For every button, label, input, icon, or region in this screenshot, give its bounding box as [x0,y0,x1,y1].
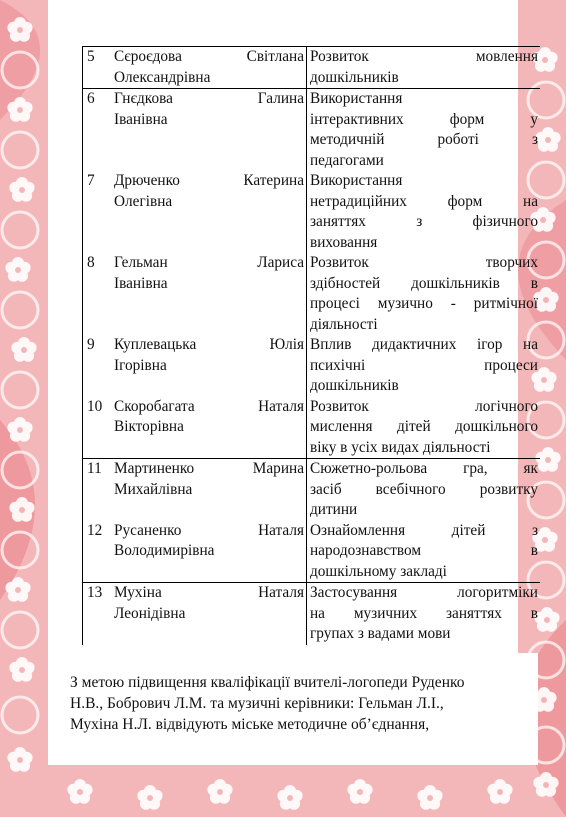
row-number: 9 [83,335,115,397]
teacher-name: Мартиненко Марина Михайлівна [114,459,307,521]
self-education-topic: Використання інтерактивних форм у методичній роботі з педагогами [310,90,538,169]
teacher-name: Русаненко Наталя Володимирівна [114,521,307,583]
table-row [83,89,541,172]
self-education-topic: Вплив дидактичних ігор на психічні процеси дошкільників [310,336,538,394]
table-row [83,397,541,459]
row-number: 8 [83,253,115,335]
teacher-name: Гнєдкова Галина Іванівна [114,89,307,172]
row-number: 12 [83,521,115,583]
paragraph-line: З метою підвищення кваліфікації вчителі-логопеди Руденко [70,674,465,691]
teacher-name: Дрюченко Катерина Олегівна [114,171,307,253]
row-number: 7 [83,171,115,253]
table-row [83,335,541,397]
self-education-topic: Розвиток мовлення дошкільників [307,47,541,89]
teacher-name: Сєроєдова Світлана Олександрівна [114,47,307,89]
teacher-name: Куплевацька Юлія Ігорівна [114,335,307,397]
table-row [83,171,541,253]
self-education-topic: Розвиток логічного мислення дітей дошкільного віку в усіх видах діяльності [307,397,541,459]
self-education-topic: Розвиток творчих здібностей дошкільників в процесі музично - ритмічної діяльності [310,254,538,333]
table-row [83,521,541,583]
teacher-name: Гельман Лариса Іванівна [114,253,307,335]
row-number: 5 [83,47,115,89]
row-number: 6 [83,89,115,172]
staff-topics-table [82,46,540,645]
self-education-topic: Ознайомлення дітей з народознавством в дошкільному закладі [307,521,541,583]
table-row [83,583,541,645]
teacher-name: Мухіна Наталя Леонідівна [114,583,307,645]
row-number: 13 [83,583,115,645]
paragraph-line: Н.В., Бобрович Л.М. та музичні керівники: Гельман Л.І., [70,695,444,712]
paragraph-line: Мухіна Н.Л. відвідують міське методичне об’єднання, [70,716,430,733]
table-row [83,459,541,521]
row-number: 11 [83,459,115,521]
self-education-topic: Сюжетно-рольова гра, як засіб всебічного розвитку дитини [310,460,538,518]
self-education-topic: Застосування логоритміки на музичних заняттях в групах з вадами мови [310,584,538,642]
body-paragraph [70,672,530,735]
table-row [83,253,541,335]
row-number: 10 [83,397,115,459]
self-education-topic: Використання нетрадиційних форм на заняттях з фізичного виховання [310,172,538,251]
table-row [83,47,541,89]
teacher-name: Скоробагата Наталя Вікторівна [114,397,307,459]
